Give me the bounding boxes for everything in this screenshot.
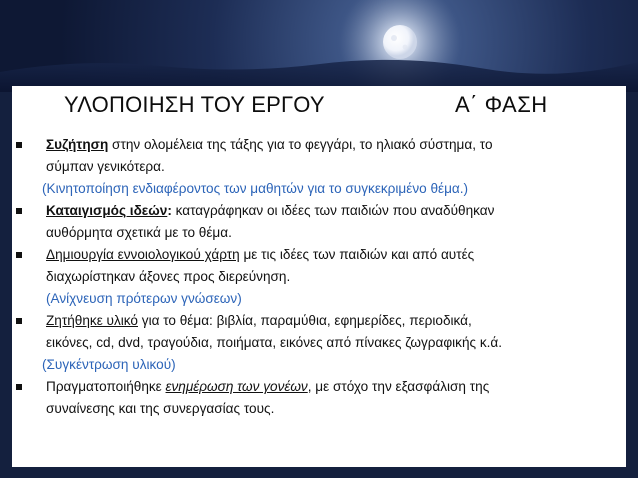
square-bullet-icon: [16, 252, 22, 258]
title-left: ΥΛΟΠΟΙΗΣΗ ΤΟΥ ΕΡΓΟΥ: [64, 92, 325, 117]
item-text-continued: συναίνεσης και της συνεργασίας τους.: [46, 401, 275, 416]
moon-night-sky-image: [0, 0, 638, 92]
item-text: στην ολομέλεια της τάξης για το φεγγάρι, το ηλιακό σύστημα, το: [108, 137, 493, 152]
item-text: , με στόχο την εξασφάλιση της: [307, 379, 490, 394]
item-lead: Συζήτηση: [46, 137, 109, 152]
item-lead: Καταιγισμός ιδεών: [46, 203, 168, 218]
list-item: [12, 376, 626, 398]
list-item: [12, 244, 626, 266]
square-bullet-icon: [16, 142, 22, 148]
item-lead: Ζητήθηκε υλικό: [46, 313, 138, 328]
list-item: [12, 134, 626, 156]
square-bullet-icon: [16, 318, 22, 324]
item-text-continued: διαχωρίστηκαν άξονες προς διερεύνηση.: [46, 269, 291, 284]
title-right: Α΄ ΦΑΣΗ: [455, 92, 548, 117]
slide-title: [12, 86, 626, 132]
item-note: (Ανίχνευση πρότερων γνώσεων): [46, 291, 242, 306]
item-text: καταγράφηκαν οι ιδέες των παιδιών που αναδύθηκαν: [171, 203, 495, 218]
item-text: με τις ιδέες των παιδιών και από αυτές: [239, 247, 475, 262]
item-text-continued: σύμπαν γενικότερα.: [46, 159, 165, 174]
list-item: [12, 310, 626, 332]
item-text-continued: εικόνες, cd, dvd, τραγούδια, ποιήματα, εικόνες από πίνακες ζωγραφικής κ.ά.: [46, 335, 503, 350]
item-lead: Δημιουργία εννοιολογικού χάρτη: [46, 247, 240, 262]
item-text-continued: αυθόρμητα σχετικά με το θέμα.: [46, 225, 232, 240]
item-note: (Συγκέντρωση υλικού): [42, 357, 176, 372]
square-bullet-icon: [16, 384, 22, 390]
list-item: [12, 200, 626, 222]
item-note: (Κινητοποίηση ενδιαφέροντος των μαθητών για το συγκεκριμένο θέμα.): [42, 181, 469, 196]
item-colon: :: [167, 203, 172, 218]
item-prefix: Πραγματοποιήθηκε: [46, 379, 166, 394]
item-lead: ενημέρωση των γονέων: [165, 379, 308, 394]
square-bullet-icon: [16, 208, 22, 214]
bullet-list: [12, 134, 626, 420]
night-sky-banner: [0, 0, 638, 92]
content-panel: [12, 86, 626, 467]
item-text: για το θέμα: βιβλία, παραμύθια, εφημερίδες, περιοδικά,: [138, 313, 472, 328]
